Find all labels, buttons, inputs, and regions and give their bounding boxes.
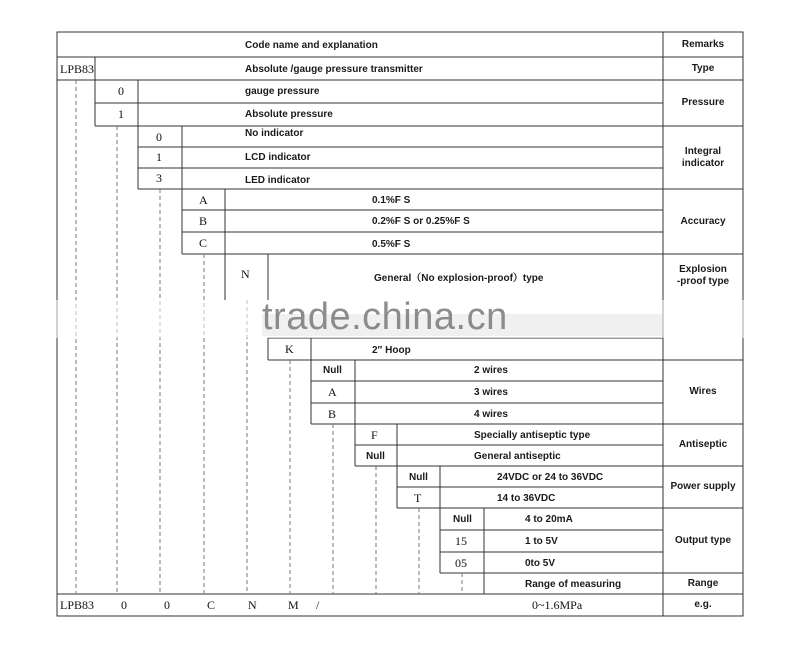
example-code-separator: / — [316, 598, 320, 612]
antiseptic-remark: Antiseptic — [678, 439, 728, 450]
connection-label-k: 2″ Hoop — [372, 345, 411, 356]
wires-label-3: 3 wires — [474, 387, 508, 398]
output-code-15: 15 — [455, 534, 467, 548]
model-description: Absolute /gauge pressure transmitter — [245, 63, 423, 75]
connection-code-k: K — [285, 342, 294, 356]
output-label-1-5v: 1 to 5V — [525, 536, 558, 547]
wires-label-2: 2 wires — [474, 365, 508, 376]
power-code-null: Null — [409, 471, 428, 483]
example-code-accuracy: C — [207, 598, 216, 612]
output-code-05: 05 — [455, 555, 467, 570]
wires-code-null: Null — [323, 365, 342, 376]
pressure-label-1: Absolute pressure — [245, 109, 333, 120]
wires-label-4: 4 wires — [474, 409, 508, 420]
watermark-text: trade.china.cn — [262, 296, 508, 338]
accuracy-code-a: A — [199, 192, 208, 207]
wires-code-a: A — [328, 385, 337, 399]
accuracy-code-b: B — [199, 214, 208, 228]
range-remark: Range — [687, 578, 719, 589]
pressure-label-0: gauge pressure — [245, 86, 320, 97]
indicator-remark: Integral indicator — [681, 145, 725, 169]
explosion-code-n: N — [241, 266, 250, 281]
model-code: LPB83 — [60, 61, 95, 76]
remarks-header: Remarks — [681, 38, 725, 50]
explosion-remark: Explosion -proof type — [676, 264, 730, 287]
output-label-0-5v: 0to 5V — [525, 557, 556, 569]
example-code-indicator: 0 — [164, 598, 170, 612]
indicator-code-0: 0 — [156, 129, 162, 144]
indicator-label-0: No indicator — [245, 127, 304, 139]
type-remark: Type — [691, 62, 715, 74]
range-label: Range of measuring — [525, 578, 622, 590]
antiseptic-code-f: F — [371, 427, 378, 442]
accuracy-remark: Accuracy — [680, 215, 726, 227]
accuracy-label-b: 0.2%F S or 0.25%F S — [372, 216, 470, 227]
wires-code-b: B — [328, 407, 337, 421]
example-range-value: 0~1.6MPa — [532, 598, 583, 612]
antiseptic-label-f: Specially antiseptic type — [474, 429, 591, 441]
pressure-code-1: 1 — [118, 107, 124, 121]
power-remark: Power supply — [670, 481, 736, 492]
output-code-null: Null — [453, 514, 472, 525]
indicator-label-3: LED indicator — [245, 175, 311, 186]
example-remark: e.g. — [694, 599, 712, 610]
accuracy-label-c: 0.5%F S — [372, 239, 411, 250]
output-remark: Output type — [674, 534, 732, 546]
example-code-pressure: 0 — [121, 598, 127, 612]
power-label-null: 24VDC or 24 to 36VDC — [497, 471, 604, 483]
antiseptic-code-null: Null — [366, 450, 385, 462]
accuracy-label-a: 0.1%F S — [372, 194, 411, 206]
wires-remark: Wires — [689, 386, 717, 397]
example-code-model: LPB83 — [60, 598, 95, 612]
indicator-label-1: LCD indicator — [245, 152, 311, 163]
indicator-code-1: 1 — [156, 150, 162, 164]
power-label-t: 14 to 36VDC — [497, 492, 556, 504]
accuracy-code-c: C — [199, 236, 208, 250]
pressure-remark: Pressure — [681, 97, 725, 108]
pressure-code-0: 0 — [118, 84, 124, 98]
antiseptic-label-null: General antiseptic — [474, 450, 561, 462]
power-code-t: T — [414, 490, 422, 505]
example-code-explosion: N — [248, 598, 257, 612]
indicator-code-3: 3 — [156, 171, 162, 185]
output-label-4-20ma: 4 to 20mA — [525, 514, 573, 525]
example-code-connection: M — [288, 598, 299, 612]
explosion-label-n: General（No explosion-proof）type — [374, 272, 544, 284]
header-title: Code name and explanation — [245, 39, 378, 51]
